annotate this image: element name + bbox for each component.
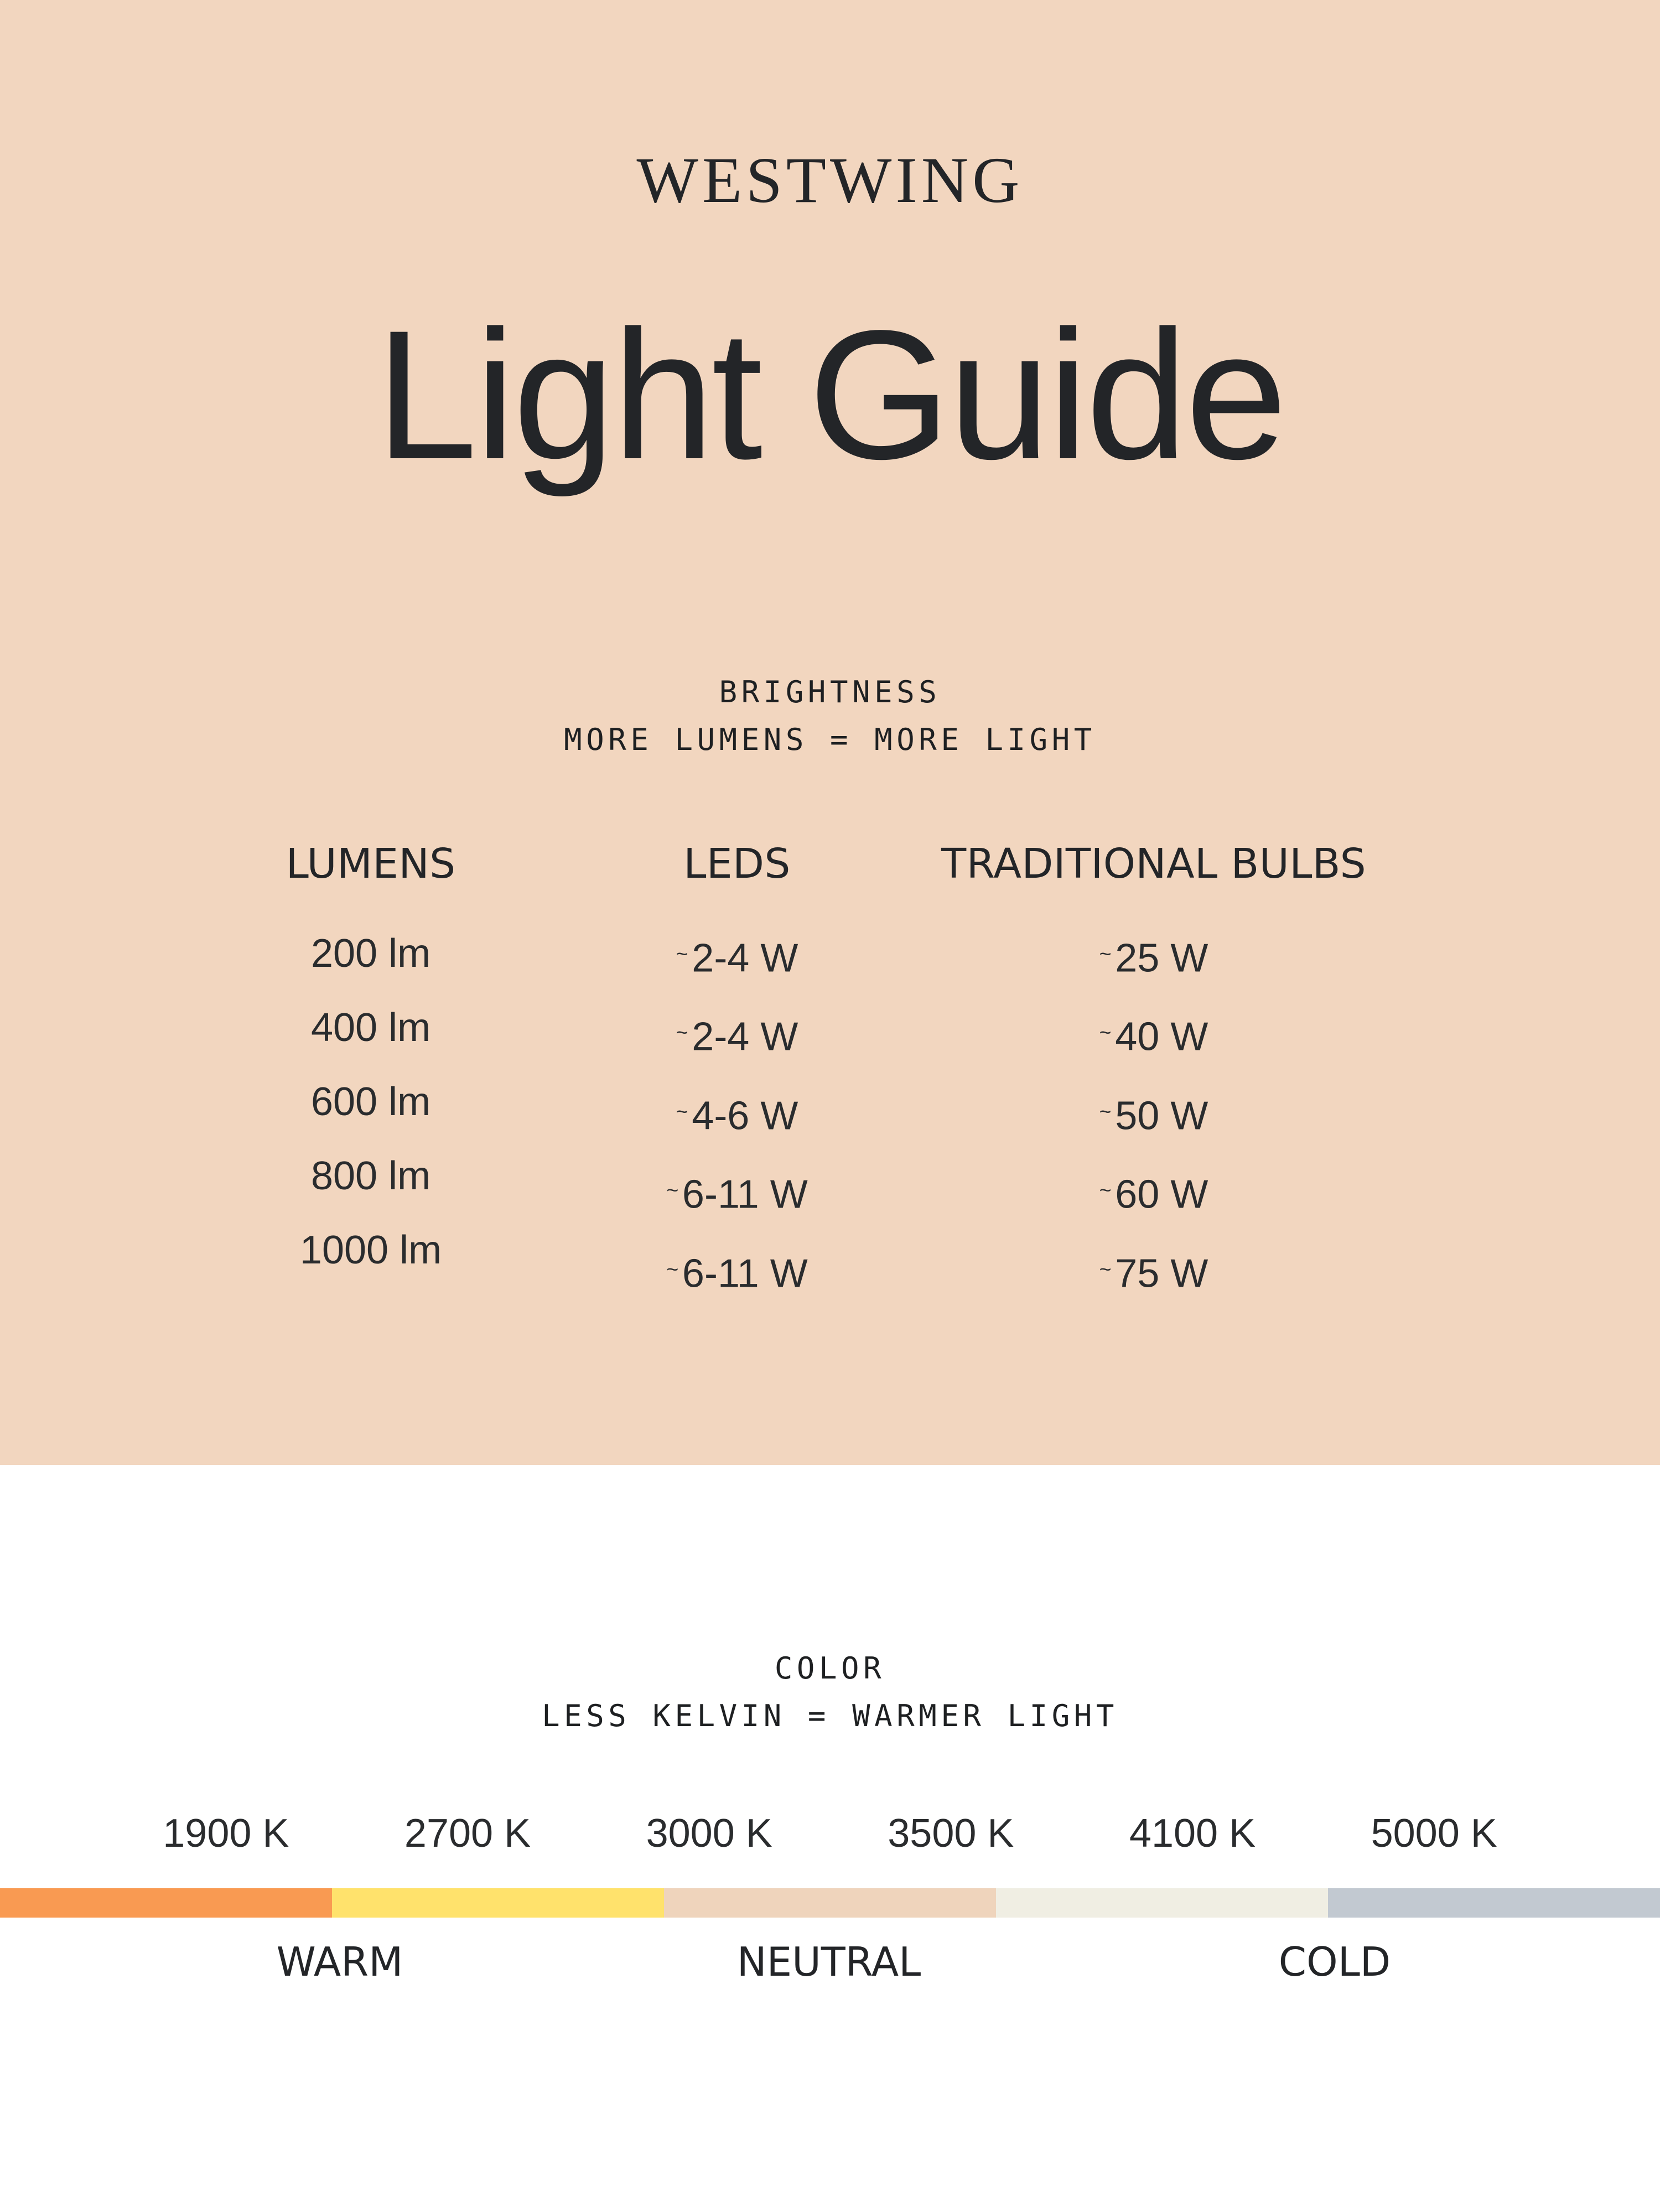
temperature-label-cold: COLD [1278,1939,1391,1985]
approx-tilde: ~ [1099,1178,1112,1202]
lumens-value [286,1065,456,1139]
leds-value [666,1153,807,1231]
approx-tilde: ~ [1099,1099,1112,1123]
column-header-traditional-bulbs: TRADITIONAL BULBS [941,840,1366,888]
temperature-labels [0,1936,1660,1992]
leds-value [666,916,807,995]
approx-tilde: ~ [676,1020,688,1044]
lumens-value [286,991,456,1065]
color-temperature-scale-bar [0,1888,1660,1918]
lumens-value-text: 200 lm [310,931,431,976]
kelvin-label: 4100 K [1129,1811,1256,1856]
leds-value-text: 6-11 W [682,1251,808,1296]
bulbs-value-text: 40 W [1115,1014,1208,1059]
leds-value-text: 6-11 W [682,1172,808,1217]
bulbs-value-text: 75 W [1115,1251,1208,1296]
bulbs-value-text: 25 W [1115,936,1208,981]
leds-column [666,841,807,1310]
traditional-bulbs-column [941,841,1366,1310]
scale-segment-neutral-beige [664,1888,996,1918]
color-panel [0,1465,1660,2212]
page-title: Light Guide [375,292,1285,498]
brightness-table [0,841,1660,1328]
scale-segment-cold-bluegray [1328,1888,1660,1918]
approx-tilde: ~ [1099,1257,1112,1281]
scale-segment-neutral-offwhite [996,1888,1328,1918]
approx-tilde: ~ [1099,942,1112,965]
lumens-column [286,841,456,1287]
leds-value [666,995,807,1074]
temperature-label-warm: WARM [276,1939,403,1985]
approx-tilde: ~ [666,1257,679,1281]
column-header-leds: LEDS [683,840,791,888]
kelvin-scale-inner [105,1808,1555,1859]
temperature-label-neutral: NEUTRAL [736,1939,921,1985]
bulbs-value [941,1074,1366,1153]
leds-value [666,1074,807,1153]
lumens-value [286,1139,456,1213]
approx-tilde: ~ [676,942,688,965]
kelvin-scale-labels [0,1808,1660,1859]
brightness-subheading: MORE LUMENS = MORE LIGHT [564,722,1096,757]
leds-value-text: 4-6 W [692,1094,798,1138]
bulbs-value-text: 60 W [1115,1172,1208,1217]
approx-tilde: ~ [666,1178,679,1202]
lumens-value [286,916,456,991]
bulbs-value [941,916,1366,995]
kelvin-label: 1900 K [163,1811,289,1856]
kelvin-label: 3000 K [646,1811,772,1856]
color-heading-block [0,1645,1660,1740]
bulbs-value [941,1153,1366,1231]
approx-tilde: ~ [1099,1020,1112,1044]
color-subheading: LESS KELVIN = WARMER LIGHT [542,1698,1118,1733]
lumens-value-text: 400 lm [310,1006,431,1050]
lumens-value [286,1213,456,1287]
kelvin-label: 2700 K [404,1811,531,1856]
brightness-heading: BRIGHTNESS [719,675,941,709]
brand-logo: WESTWING [636,144,1024,216]
brightness-heading-block [0,669,1660,764]
kelvin-label: 3500 K [888,1811,1014,1856]
lumens-value-text: 1000 lm [299,1228,442,1272]
lumens-value-text: 800 lm [310,1154,431,1198]
column-header-lumens: LUMENS [286,840,456,888]
bulbs-value [941,995,1366,1074]
scale-segment-warm-orange [0,1888,332,1918]
bulbs-value [941,1232,1366,1310]
bulbs-value-text: 50 W [1115,1094,1208,1138]
leds-value-text: 2-4 W [692,936,798,981]
scale-segment-warm-yellow [332,1888,664,1918]
leds-value-text: 2-4 W [692,1014,798,1059]
color-heading: COLOR [774,1651,886,1686]
kelvin-label: 5000 K [1371,1811,1497,1856]
approx-tilde: ~ [676,1099,688,1123]
leds-value [666,1232,807,1310]
lumens-value-text: 600 lm [310,1080,431,1124]
